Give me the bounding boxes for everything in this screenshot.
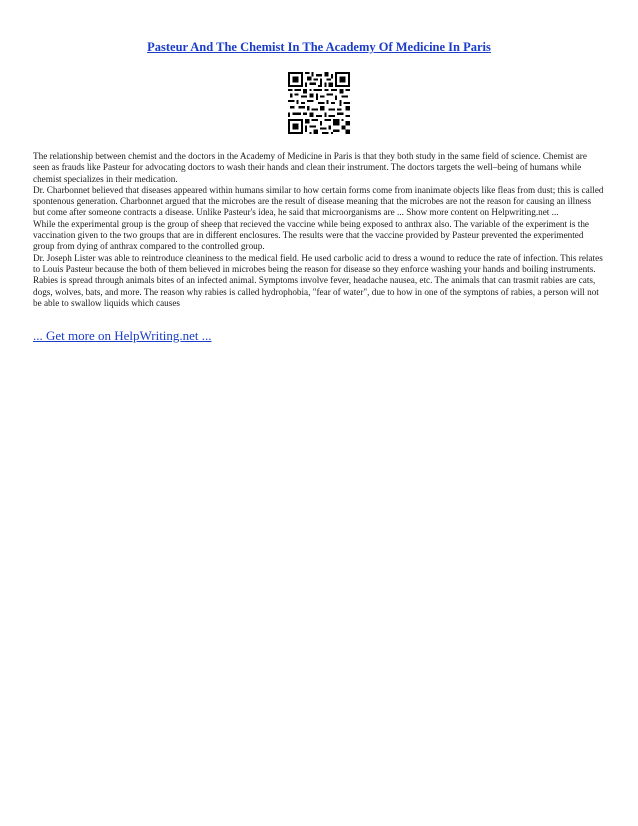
article-body bbox=[33, 151, 605, 309]
paragraph: Rabies is spread through animals bites of an infected animal. Symptoms involve fever, headache nausea, etc. The animals that can trasmit rabies are cats, dogs, wolves, bats, and more. The reason why rabies is called hydrophobia, "fear of water", due to how in one of the symptons of rabies, a person will not be able to swallow liquids which causes bbox=[33, 275, 599, 308]
paragraph: While the experimental group is the group of sheep that recieved the vaccine while being exposed to anthrax also. The variable of the experiment is the vaccination given to the two groups that are in different enclosures. The results were that the vaccine provided by Pasteur prevented the experimented group from dying of anthrax compared to the controlled group. bbox=[33, 218, 589, 252]
qr-code-icon bbox=[288, 72, 350, 134]
document-title[interactable]: Pasteur And The Chemist In The Academy Of Medicine In Paris bbox=[147, 40, 491, 54]
paragraph: Dr. Charbonnet believed that diseases appeared within humans similar to how certain forms come from inanimate objects like fleas from dust; this is called spontenous generation. Charbonnet argued that the microbes are the result of disease meaning that the microbes are not the reason for causing an illness but come after someone contracts a disease. Unlike Pasteur's idea, he said that microorganisms are ... Show more content on Helpwriting.net ... bbox=[33, 184, 604, 218]
paragraph: The relationship between chemist and the doctors in the Academy of Medicine in Paris is that they both study in the same field of science. Chemist are seen as frauds like Pasteur for advocating doctors to wash their hands and clean their instrument. The doctors targets the well–being of humans while chemist specializes in their medication. bbox=[33, 151, 587, 184]
get-more-link[interactable]: ... Get more on HelpWriting.net ... bbox=[33, 328, 212, 343]
paragraph: Dr. Joseph Lister was able to reintroduce cleaniness to the medical field. He used carbolic acid to dress a wound to reduce the rate of infection. This relates to Louis Pasteur because the both of them believed in microbes being the reason for disease so they enforce washing your hands and boiling instruments. bbox=[33, 252, 603, 274]
